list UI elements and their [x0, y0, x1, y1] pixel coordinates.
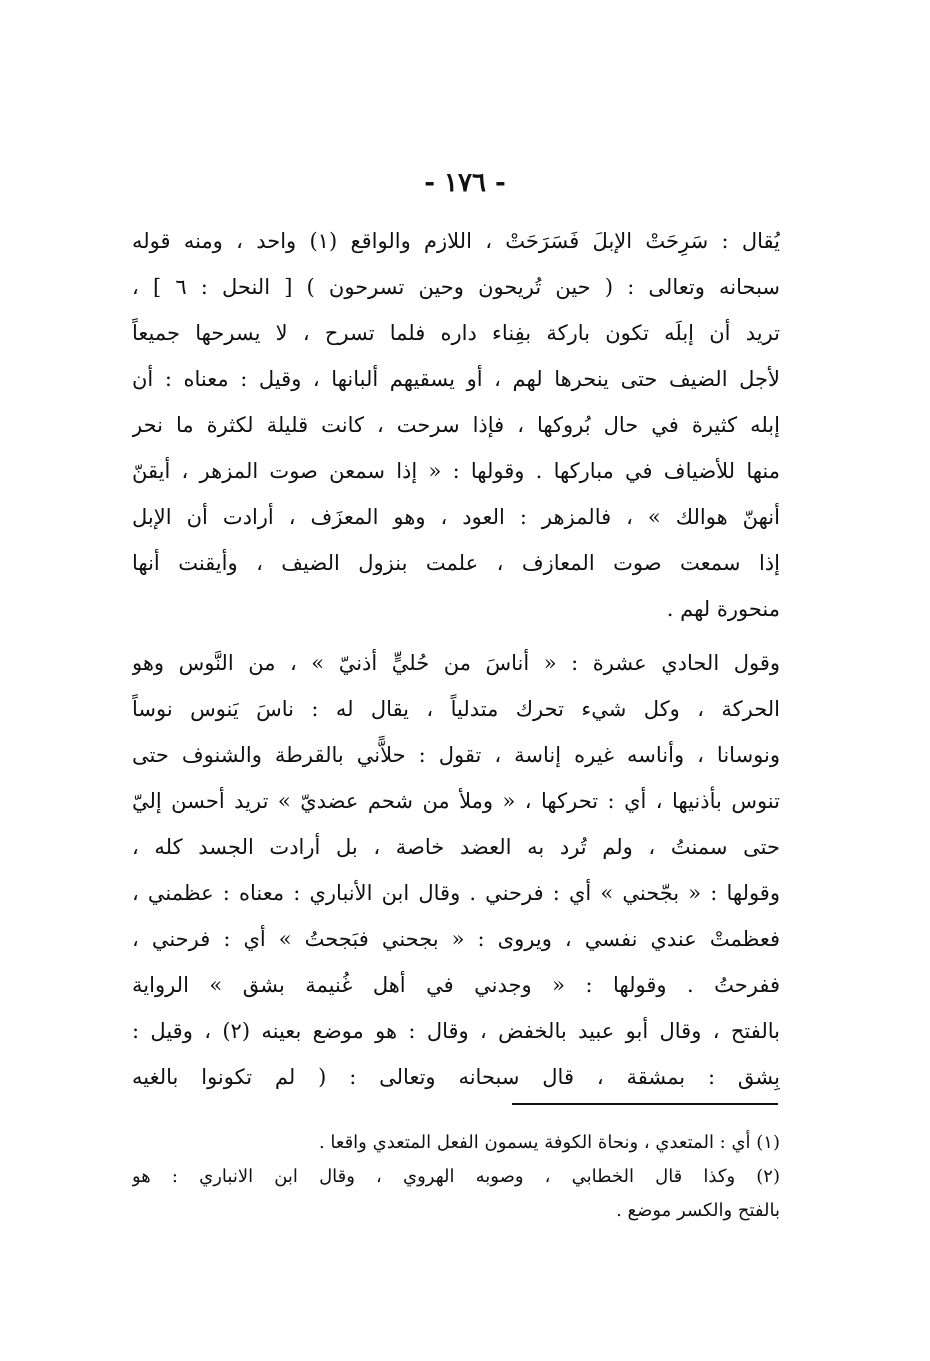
text-line: ونوسانا ، وأناسه غيره إناسة ، تقول : حلاًّني بالقرطة والشنوف حتى [132, 743, 780, 767]
footnote-divider [512, 1103, 778, 1105]
footnote-1: (١) أي : المتعدي ، ونحاة الكوفة يسمون الفعل المتعدي واقعا . [318, 1132, 780, 1153]
footnote-2-continuation: بالفتح والكسر موضع . [616, 1200, 780, 1221]
text-line: بِشق : بمشقة ، قال سبحانه وتعالى : ( لم تكونوا بالغيه [132, 1065, 780, 1089]
text-line: وقولها : « بجّحني » أي : فرحني . وقال ابن الأنباري : معناه : عظمني ، [132, 881, 780, 905]
text-line: فعظمتْ عندي نفسي ، ويروى : « بجحني فبَجحتُ » أي : فرحني ، [132, 927, 780, 951]
footnotes [132, 1126, 780, 1228]
body-text [132, 218, 780, 1100]
text-line: أنهنّ هوالك » ، فالمزهر : العود ، وهو المعزَف ، أرادت أن الإبل [132, 505, 780, 529]
text-line: ففرحتُ . وقولها : « وجدني في أهل غُنيمة بشق » الرواية [132, 973, 780, 997]
page-number: - ١٧٦ - [424, 168, 506, 198]
text-line: يُقال : سَرِحَتْ الإبلَ فَسَرَحَتْ ، اللازم والواقع (١) واحد ، ومنه قوله [132, 229, 780, 253]
text-line: إذا سمعت صوت المعازف ، علمت بنزول الضيف ، وأيقنت أنها [132, 551, 780, 575]
text-line: وقول الحادي عشرة : « أناسَ من حُليٍّ أذنيّ » ، من النَّوس وهو [132, 651, 780, 675]
footnote-2: (٢) وكذا قال الخطابي ، وصوبه الهروي ، وقال ابن الانباري : هو [132, 1166, 780, 1187]
text-line: لأجل الضيف حتى ينحرها لهم ، أو يسقيهم ألبانها ، وقيل : معناه : أن [132, 367, 780, 391]
text-line: إبله كثيرة في حال بُروكها ، فإذا سرحت ، كانت قليلة لكثرة ما نحر [132, 413, 780, 437]
text-line: بالفتح ، وقال أبو عبيد بالخفض ، وقال : هو موضع بعينه (٢) ، وقيل : [132, 1019, 780, 1043]
text-line: سبحانه وتعالى : ( حين تُريحون وحين تسرحون ) [ النحل : ٦ ] ، [132, 275, 780, 299]
text-line: حتى سمنتُ ، ولم تُرد به العضد خاصة ، بل أرادت الجسد كله ، [132, 835, 780, 859]
text-line: تريد أن إبلَه تكون باركة بفِناء داره فلما تسرح ، لا يسرحها جميعاً [132, 321, 780, 345]
paragraph-gap [132, 632, 780, 640]
text-line: منها للأضياف في مباركها . وقولها : « إذا سمعن صوت المزهر ، أيقنّ [132, 459, 780, 483]
text-line: تنوس بأذنيها ، أي : تحركها ، « وملأ من شحم عضديّ » تريد أحسن إليّ [132, 789, 780, 813]
text-line: منحورة لهم . [666, 597, 780, 621]
text-line: الحركة ، وكل شيء تحرك متدلياً ، يقال له : ناسَ يَنوس نوساً [132, 697, 780, 721]
